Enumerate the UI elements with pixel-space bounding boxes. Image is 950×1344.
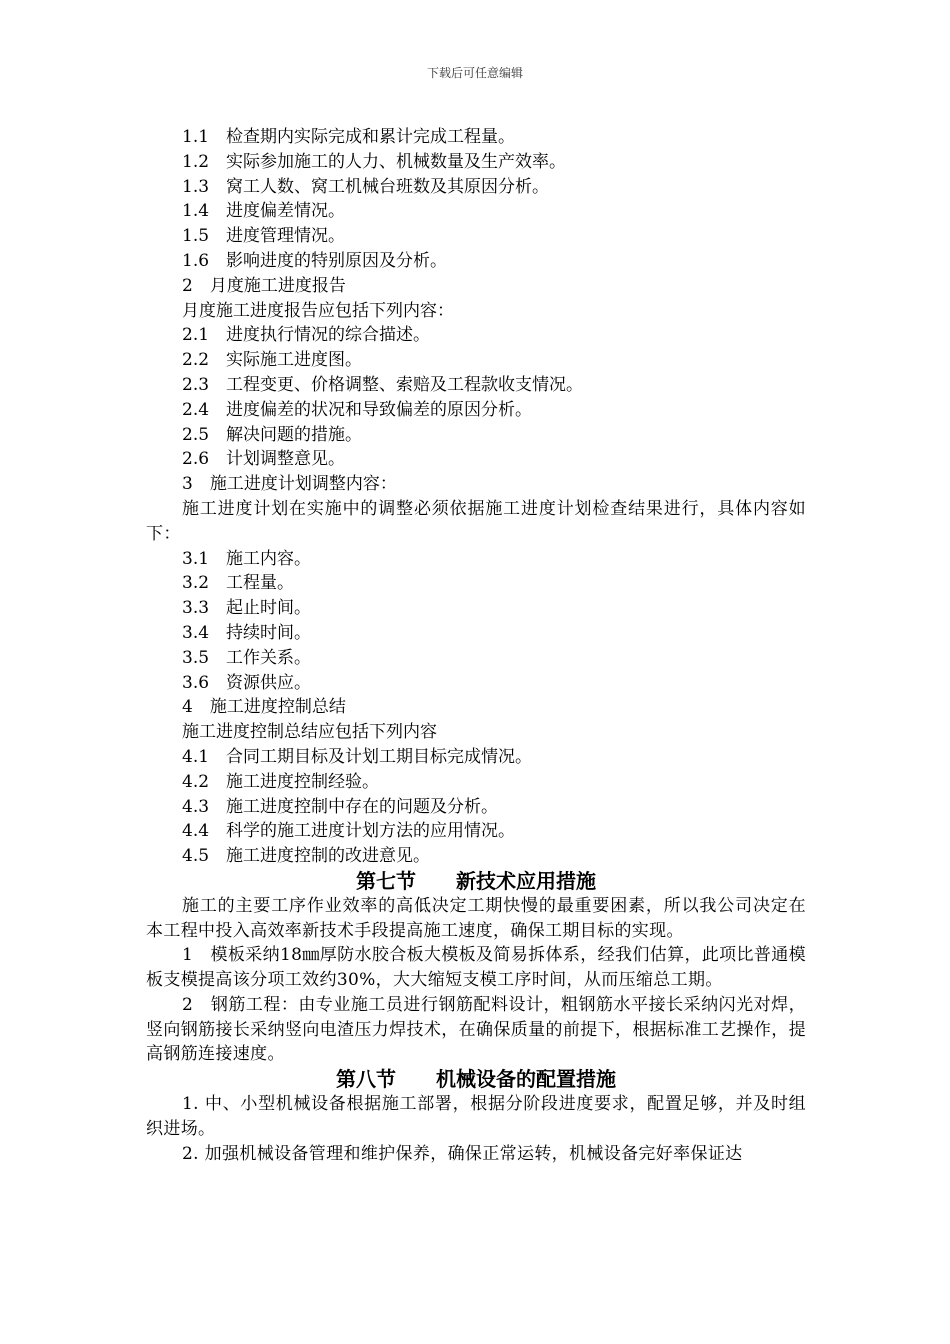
paragraph: 施工的主要工序作业效率的高低决定工期快慢的最重要困素，所以我公司决定在本工程中投入高效率新技术手段提高施工速度，确保工期目标的实现。 — [146, 895, 806, 941]
list-item: 4.2 施工进度控制经验。 — [182, 771, 380, 792]
paragraph: 施工进度计划在实施中的调整必须依据施工进度计划检查结果进行，具体内容如下： — [146, 498, 806, 544]
list-item: 1.3 窝工人数、窝工机械台班数及其原因分析。 — [182, 176, 550, 197]
list-item: 2.4 进度偏差的状况和导致偏差的原因分析。 — [182, 399, 533, 420]
page-header-note: 下载后可任意编辑 — [426, 66, 523, 80]
list-item: 4.1 合同工期目标及计划工期目标完成情况。 — [182, 746, 533, 767]
list-item: 3.5 工作关系。 — [182, 647, 312, 668]
list-item: 3.1 施工内容。 — [182, 548, 312, 569]
paragraph: 1 模板采纳18㎜厚防水胶合板大模板及简易拆体系，经我们估算，此项比普通模板支模提高该分项工效约30%，大大缩短支模工序时间，从而压缩总工期。 — [146, 945, 806, 991]
subsection-title: 4 施工进度控制总结 — [182, 697, 346, 718]
list-item: 2.1 进度执行情况的综合描述。 — [182, 325, 431, 346]
intro-line: 月度施工进度报告应包括下列内容： — [182, 300, 454, 321]
list-item: 3.6 资源供应。 — [182, 672, 312, 693]
list-item: 4.5 施工进度控制的改进意见。 — [182, 846, 431, 867]
list-item: 3.3 起止时间。 — [182, 598, 312, 619]
list-item: 2.2 实际施工进度图。 — [182, 350, 363, 371]
list-item: 1.5 进度管理情况。 — [182, 226, 346, 247]
list-item: 1.4 进度偏差情况。 — [182, 201, 346, 222]
list-item: 2.3 工程变更、价格调整、索赔及工程款收支情况。 — [182, 374, 584, 395]
document-body — [146, 125, 806, 1166]
list-item: 4.3 施工进度控制中存在的问题及分析。 — [182, 796, 499, 817]
list-item: 1.6 影响进度的特别原因及分析。 — [182, 250, 448, 271]
subsection-title: 2 月度施工进度报告 — [182, 275, 346, 296]
list-item: 2.6 计划调整意见。 — [182, 449, 346, 470]
list-item: 4.4 科学的施工进度计划方法的应用情况。 — [182, 821, 516, 842]
list-item: 2.5 解决问题的措施。 — [182, 424, 363, 445]
paragraph: 1. 中、小型机械设备根据施工部署，根据分阶段进度要求，配置足够，并及时组织进场。 — [146, 1094, 806, 1139]
intro-line: 施工进度控制总结应包括下列内容 — [182, 722, 437, 743]
list-item: 1.2 实际参加施工的人力、机械数量及生产效率。 — [182, 151, 567, 172]
paragraph: 2 钢筋工程：由专业施工员进行钢筋配料设计，粗钢筋水平接长采纳闪光对焊，竖向钢筋接长采纳竖向电渣压力焊技术，在确保质量的前提下，根据标准工艺操作，提高钢筋连接速度。 — [146, 994, 806, 1065]
list-item: 3.4 持续时间。 — [182, 622, 312, 643]
list-item: 1.1 检查期内实际完成和累计完成工程量。 — [182, 127, 516, 147]
section-heading: 第八节 机械设备的配置措施 — [336, 1067, 616, 1092]
subsection-title: 3 施工进度计划调整内容： — [182, 474, 397, 495]
list-item: 3.2 工程量。 — [182, 573, 295, 594]
section-heading: 第七节 新技术应用措施 — [356, 868, 596, 893]
paragraph: 2. 加强机械设备管理和维护保养，确保正常运转，机械设备完好率保证达 — [182, 1143, 743, 1164]
